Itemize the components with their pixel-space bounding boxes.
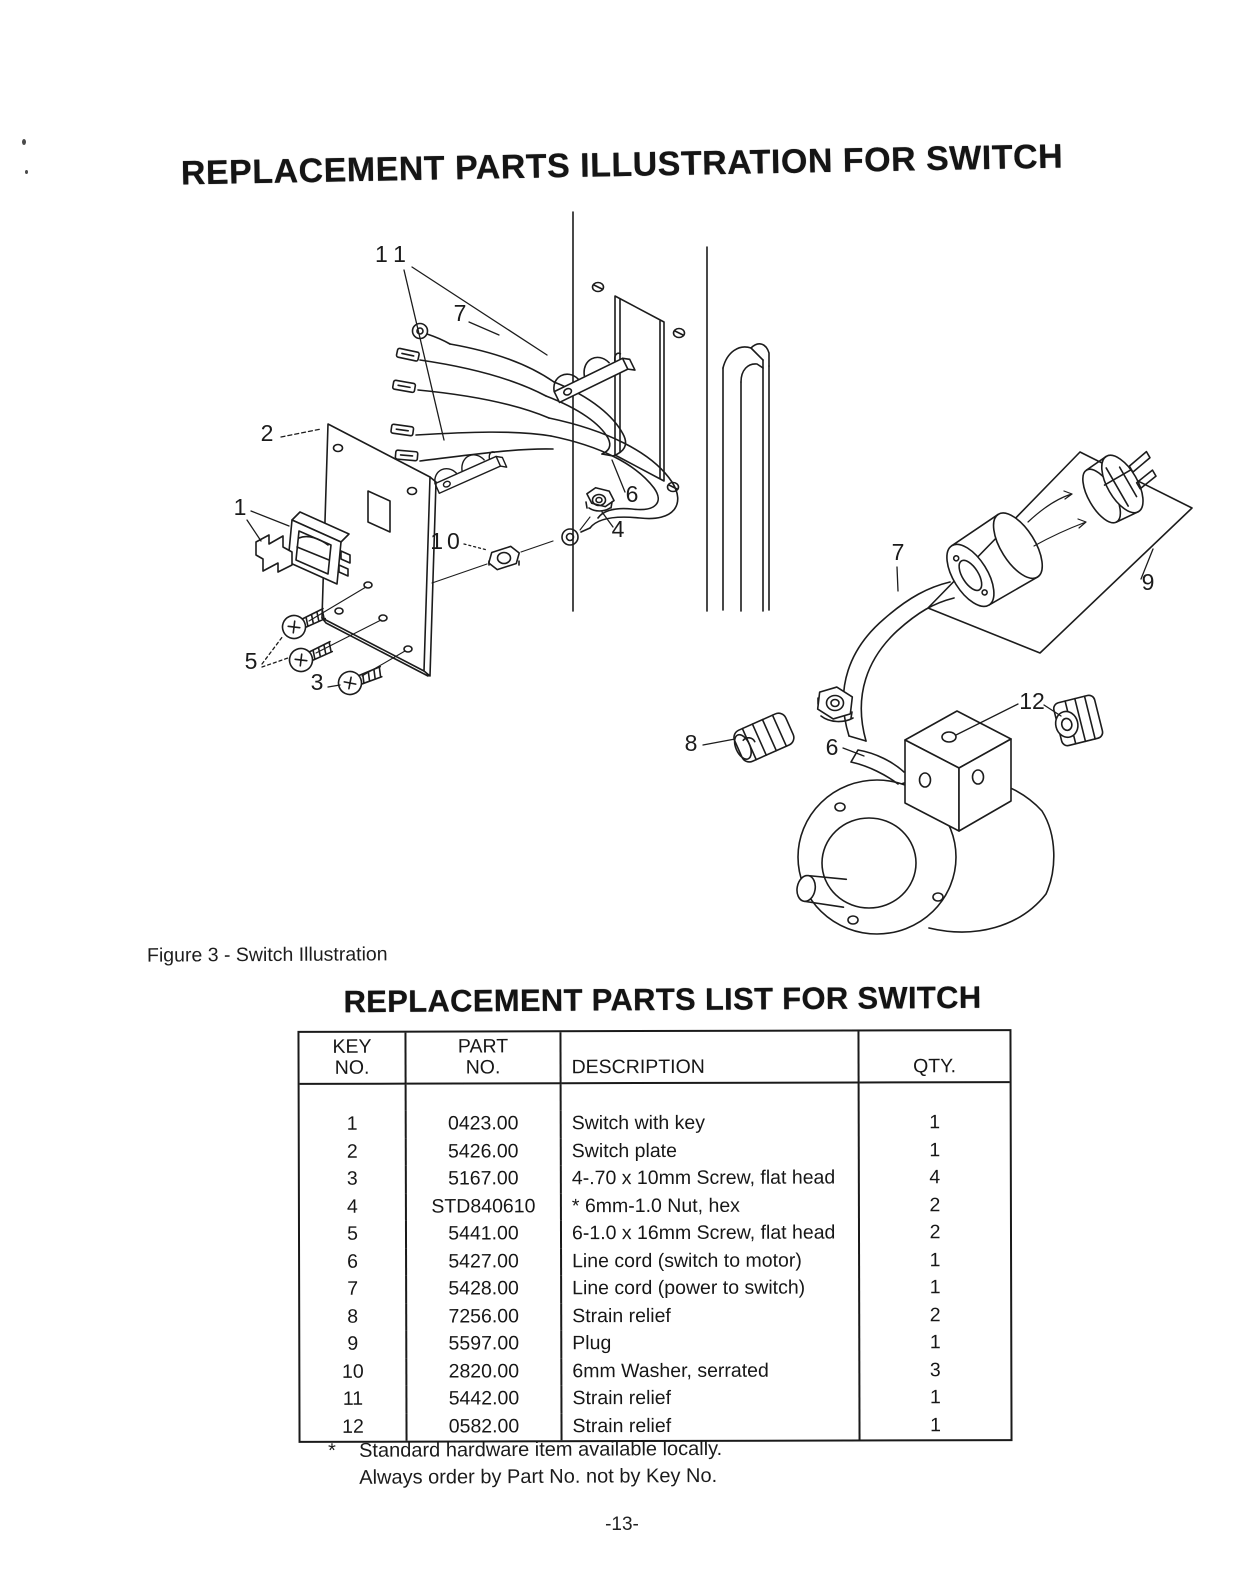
cell-description: Switch plate [562, 1137, 860, 1165]
cell-description: Switch with key [562, 1109, 860, 1137]
page-title: REPLACEMENT PARTS ILLUSTRATION FOR SWITCH [180, 137, 1064, 193]
cell-description: * 6mm-1.0 Nut, hex [562, 1192, 860, 1220]
callout-12: 12 [1019, 688, 1045, 714]
callout-4: 4 [611, 516, 625, 542]
callout-10: 10 [430, 528, 464, 554]
cell-description: 4-.70 x 10mm Screw, flat head [562, 1164, 860, 1192]
cell-qty: 1 [929, 1111, 941, 1134]
cell-part: 5428.00 [407, 1275, 562, 1303]
cell-qty: 2 [929, 1221, 941, 1244]
cell-qty: 1 [929, 1386, 941, 1409]
header-part-line2: NO. [465, 1056, 501, 1079]
cell-qty: 1 [930, 1413, 941, 1436]
callout-6: 6 [625, 481, 639, 507]
cell-key: 11 [300, 1386, 407, 1414]
col-header-part [406, 1032, 561, 1084]
cell-key: 3 [300, 1166, 407, 1194]
cell-part: 2820.00 [407, 1358, 562, 1386]
cell-qty: 1 [929, 1248, 941, 1271]
hex-nut-6mm [815, 684, 854, 721]
spade-terminal [396, 348, 419, 361]
footnote-line1: Standard hardware item available locally. [358, 1437, 723, 1462]
cell-key: 1 [300, 1111, 407, 1139]
callout-7b: 7 [891, 539, 905, 565]
cell-description: 6-1.0 x 16mm Screw, flat head [562, 1219, 860, 1247]
cell-key: 2 [300, 1138, 407, 1166]
cell-part: 5597.00 [407, 1330, 562, 1358]
cell-qty: 2 [929, 1303, 941, 1326]
callout-6b: 6 [825, 734, 839, 760]
scan-speck [22, 139, 26, 145]
serrated-washer [486, 544, 522, 571]
cell-key: 5 [300, 1221, 407, 1249]
screw [279, 603, 330, 643]
footnote-line2: Always order by Part No. not by Key No. [359, 1464, 718, 1489]
cell-key: 10 [300, 1358, 407, 1386]
callout-5: 5 [244, 648, 258, 674]
plug-assembly [843, 438, 1192, 741]
col-header-qty [859, 1031, 1009, 1083]
trim-channel [723, 344, 769, 611]
page-number: -13- [605, 1514, 639, 1535]
cell-description: Strain relief [562, 1302, 860, 1330]
cell-qty: 4 [929, 1166, 941, 1189]
plug-internals [1074, 438, 1170, 530]
plug-body [936, 505, 1052, 615]
cell-key: 4 [300, 1193, 407, 1221]
parts-list-title: REPLACEMENT PARTS LIST FOR SWITCH [343, 979, 982, 1020]
parts-table [297, 1029, 1012, 1443]
cell-part: 5426.00 [407, 1138, 562, 1166]
header-description: DESCRIPTION [571, 1055, 705, 1079]
cell-description: Strain relief [562, 1384, 860, 1412]
callout-11: 11 [375, 241, 413, 267]
col-header-key [299, 1033, 406, 1085]
cell-qty: 1 [929, 1276, 941, 1299]
strain-relief-8 [730, 711, 797, 766]
hex-nut-4 [585, 486, 616, 511]
cell-part: 0423.00 [407, 1110, 562, 1138]
cell-qty: 1 [929, 1138, 941, 1161]
spacer-cell [407, 1084, 562, 1110]
spade-terminal [391, 424, 414, 436]
cell-description: Line cord (switch to motor) [562, 1247, 860, 1275]
cell-description: Plug [562, 1329, 860, 1357]
cell-part: 5441.00 [407, 1220, 562, 1248]
cell-qty: 2 [929, 1193, 941, 1216]
spacer-cell [562, 1083, 860, 1110]
callout-9: 9 [1141, 569, 1155, 595]
spacer-cell [860, 1083, 1010, 1109]
cell-part: STD840610 [407, 1193, 562, 1221]
header-key-line2: NO. [334, 1056, 370, 1079]
cell-key: 12 [300, 1413, 407, 1441]
cell-description: 6mm Washer, serrated [562, 1357, 860, 1385]
cell-qty: 3 [929, 1358, 941, 1381]
cell-part: 5442.00 [407, 1385, 562, 1413]
callout-3: 3 [310, 669, 324, 695]
spade-terminal [392, 380, 415, 393]
spade-terminal [395, 450, 418, 461]
strain-relief-12 [1051, 694, 1104, 747]
header-qty: QTY. [913, 1055, 957, 1078]
cell-key: 7 [300, 1276, 407, 1304]
switch-exploded-diagram [0, 190, 1244, 950]
header-part-line1: PART [457, 1035, 509, 1058]
cell-key: 8 [300, 1303, 407, 1331]
callout-1: 1 [233, 494, 247, 520]
callout-8: 8 [684, 730, 698, 756]
spacer-cell [300, 1085, 407, 1111]
plug-cord [843, 582, 954, 741]
line-cord-6-motor [851, 750, 904, 784]
ring-terminal [562, 529, 578, 545]
cell-key: 6 [300, 1248, 407, 1276]
cabinet-panel-lines [573, 212, 769, 611]
header-key-line1: KEY [332, 1035, 372, 1058]
cell-part: 5167.00 [407, 1165, 562, 1193]
cell-qty: 1 [929, 1331, 941, 1354]
cell-part: 7256.00 [407, 1303, 562, 1331]
cell-key: 9 [300, 1331, 407, 1359]
callout-2: 2 [260, 420, 274, 446]
footnote-asterisk: * [328, 1439, 336, 1462]
col-header-description [561, 1031, 859, 1084]
figure-caption: Figure 3 - Switch Illustration [146, 943, 388, 967]
callout-7: 7 [453, 300, 467, 326]
cell-description: Line cord (power to switch) [562, 1274, 860, 1302]
cell-part: 0582.00 [407, 1413, 562, 1441]
cell-description: Strain relief [562, 1412, 860, 1440]
cell-part: 5427.00 [407, 1248, 562, 1276]
